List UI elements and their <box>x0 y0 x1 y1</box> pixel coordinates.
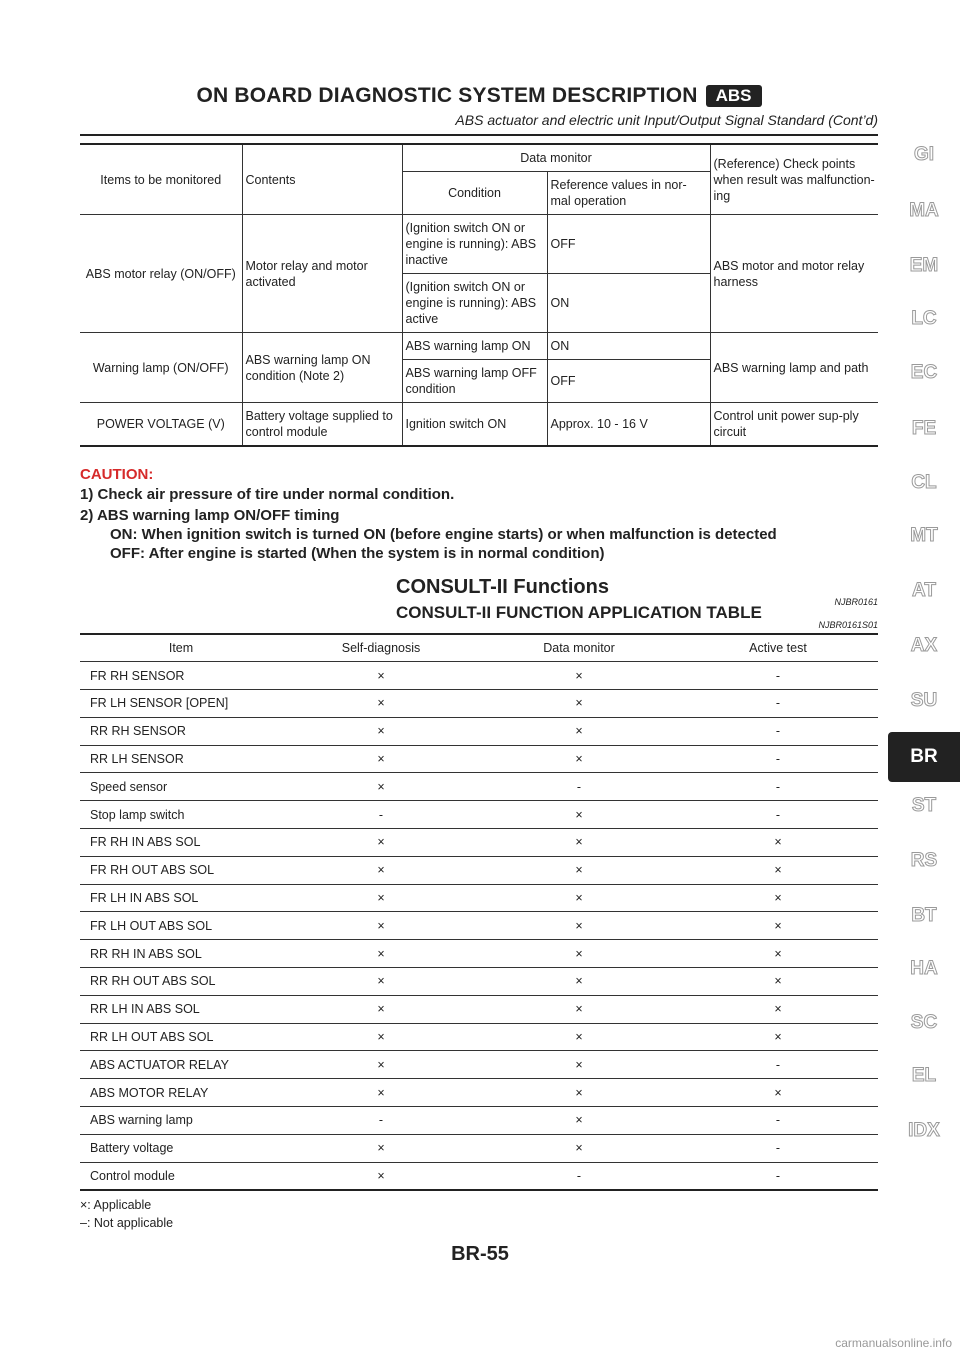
table-row <box>80 829 878 857</box>
applicability-cell: × <box>480 1134 678 1162</box>
warning-lamp-val1: ON <box>547 333 710 360</box>
section-index-tabs <box>888 0 960 1358</box>
applicability-cell: - <box>678 1134 878 1162</box>
table-row <box>80 940 878 968</box>
table-row <box>80 745 878 773</box>
applicability-cell: × <box>480 968 678 996</box>
applicability-cell: × <box>282 829 480 857</box>
applicability-cell: × <box>480 1051 678 1079</box>
table-row <box>80 1162 878 1190</box>
table-row <box>80 1134 878 1162</box>
col-reference-header: Reference values in nor-mal operation <box>547 172 710 215</box>
applicability-cell: - <box>282 1107 480 1135</box>
motor-relay-val1: OFF <box>547 215 710 274</box>
side-tab-mt: MT <box>910 525 938 546</box>
page-title: ON BOARD DIAGNOSTIC SYSTEM DESCRIPTION <box>196 84 698 107</box>
section-code: NJBR0161 <box>834 597 878 607</box>
table-row <box>80 773 878 801</box>
applicability-cell: - <box>678 717 878 745</box>
motor-relay-check: ABS motor and motor relay harness <box>710 215 878 333</box>
motor-relay-contents: Motor relay and motor activated <box>242 215 402 333</box>
applicability-cell: × <box>282 662 480 690</box>
column-header: Data monitor <box>480 634 678 662</box>
table-row <box>80 717 878 745</box>
caution-title: CAUTION: <box>80 466 154 483</box>
applicability-cell: × <box>480 745 678 773</box>
applicability-cell: - <box>678 662 878 690</box>
applicability-cell: × <box>678 912 878 940</box>
applicability-cell: × <box>480 940 678 968</box>
table-row <box>80 801 878 829</box>
power-voltage-item: POWER VOLTAGE (V) <box>80 403 242 447</box>
table2-header-row <box>80 634 878 662</box>
subsection-code: NJBR0161S01 <box>818 620 878 630</box>
table-row <box>80 333 878 360</box>
caution-line-1: 1) Check air pressure of tire under normal condition. <box>80 486 455 503</box>
side-tab-su: SU <box>910 690 938 711</box>
warning-lamp-contents: ABS warning lamp ON condition (Note 2) <box>242 333 402 403</box>
applicability-cell: × <box>282 1079 480 1107</box>
applicability-cell: × <box>480 856 678 884</box>
applicability-cell: × <box>678 829 878 857</box>
applicability-cell: × <box>282 745 480 773</box>
power-voltage-val: Approx. 10 - 16 V <box>547 403 710 447</box>
legend-applicable: ×: Applicable <box>80 1198 152 1212</box>
applicability-cell: × <box>678 1023 878 1051</box>
applicability-cell: - <box>678 1162 878 1190</box>
abs-badge: ABS <box>706 85 762 107</box>
motor-relay-cond2: (Ignition switch ON or engine is running): ABS active <box>402 274 547 333</box>
legend <box>80 1196 173 1232</box>
item-name-cell: Speed sensor <box>80 773 282 801</box>
applicability-cell: × <box>480 1023 678 1051</box>
side-tab-idx: IDX <box>908 1120 940 1141</box>
applicability-cell: × <box>480 912 678 940</box>
watermark: carmanualsonline.info <box>835 1336 952 1350</box>
table-row <box>80 912 878 940</box>
applicability-cell: × <box>282 940 480 968</box>
warning-lamp-cond2: ABS warning lamp OFF condition <box>402 360 547 403</box>
table-row <box>80 690 878 718</box>
applicability-cell: × <box>480 1107 678 1135</box>
signal-standard-table <box>80 143 878 447</box>
applicability-cell: - <box>678 1107 878 1135</box>
table-row <box>80 1051 878 1079</box>
applicability-cell: × <box>480 662 678 690</box>
table1-header-row <box>80 144 878 172</box>
table-row <box>80 1023 878 1051</box>
item-name-cell: RR RH IN ABS SOL <box>80 940 282 968</box>
warning-lamp-item: Warning lamp (ON/OFF) <box>80 333 242 403</box>
page-number: BR-55 <box>451 1243 509 1265</box>
side-tab-st: ST <box>911 795 937 816</box>
applicability-cell: × <box>480 690 678 718</box>
item-name-cell: FR LH SENSOR [OPEN] <box>80 690 282 718</box>
applicability-cell: - <box>678 1051 878 1079</box>
motor-relay-item: ABS motor relay (ON/OFF) <box>80 215 242 333</box>
side-tab-br: BR <box>888 732 960 782</box>
page-header <box>80 84 878 128</box>
item-name-cell: FR RH SENSOR <box>80 662 282 690</box>
column-header: Active test <box>678 634 878 662</box>
item-name-cell: ABS MOTOR RELAY <box>80 1079 282 1107</box>
side-tab-ma: MA <box>909 200 939 221</box>
table-row <box>80 995 878 1023</box>
applicability-cell: × <box>480 884 678 912</box>
item-name-cell: FR RH IN ABS SOL <box>80 829 282 857</box>
applicability-cell: × <box>282 690 480 718</box>
item-name-cell: Control module <box>80 1162 282 1190</box>
item-name-cell: FR RH OUT ABS SOL <box>80 856 282 884</box>
warning-lamp-val2: OFF <box>547 360 710 403</box>
applicability-cell: × <box>480 995 678 1023</box>
side-tab-el: EL <box>911 1065 937 1086</box>
item-name-cell: FR LH IN ABS SOL <box>80 884 282 912</box>
side-tab-gi: GI <box>913 144 935 165</box>
page-subtitle: ABS actuator and electric unit Input/Output Signal Standard (Cont’d) <box>455 112 878 128</box>
caution-block <box>80 466 880 563</box>
subsection-title: CONSULT-II FUNCTION APPLICATION TABLE <box>396 603 762 622</box>
item-name-cell: RR LH OUT ABS SOL <box>80 1023 282 1051</box>
applicability-cell: × <box>282 995 480 1023</box>
col-items-header: Items to be monitored <box>80 144 242 215</box>
item-name-cell: RR RH SENSOR <box>80 717 282 745</box>
side-tab-at: AT <box>912 580 936 601</box>
warning-lamp-check: ABS warning lamp and path <box>710 333 878 403</box>
applicability-cell: × <box>282 856 480 884</box>
consult-function-table <box>80 633 878 1191</box>
table-row <box>80 215 878 274</box>
item-name-cell: RR RH OUT ABS SOL <box>80 968 282 996</box>
table-row <box>80 856 878 884</box>
applicability-cell: × <box>282 968 480 996</box>
header-divider <box>80 134 878 136</box>
applicability-cell: - <box>678 801 878 829</box>
motor-relay-cond1: (Ignition switch ON or engine is running): ABS inactive <box>402 215 547 274</box>
applicability-cell: - <box>678 773 878 801</box>
col-data-monitor-header: Data monitor <box>402 144 710 172</box>
applicability-cell: × <box>678 1079 878 1107</box>
table-row <box>80 884 878 912</box>
table-row <box>80 1079 878 1107</box>
table-row <box>80 403 878 447</box>
applicability-cell: - <box>480 1162 678 1190</box>
applicability-cell: × <box>282 1134 480 1162</box>
side-tab-rs: RS <box>910 850 938 871</box>
item-name-cell: RR LH IN ABS SOL <box>80 995 282 1023</box>
applicability-cell: × <box>480 829 678 857</box>
applicability-cell: × <box>678 884 878 912</box>
column-header: Self-diagnosis <box>282 634 480 662</box>
table-row <box>80 1107 878 1135</box>
applicability-cell: - <box>678 690 878 718</box>
applicability-cell: × <box>480 1079 678 1107</box>
applicability-cell: × <box>678 968 878 996</box>
col-contents-header: Contents <box>242 144 402 215</box>
side-tab-ax: AX <box>910 635 938 656</box>
caution-line-2: 2) ABS warning lamp ON/OFF timing <box>80 507 340 524</box>
side-tab-lc: LC <box>911 308 937 329</box>
applicability-cell: - <box>678 745 878 773</box>
power-voltage-contents: Battery voltage supplied to control module <box>242 403 402 447</box>
power-voltage-check: Control unit power sup-ply circuit <box>710 403 878 447</box>
item-name-cell: FR LH OUT ABS SOL <box>80 912 282 940</box>
applicability-cell: - <box>480 773 678 801</box>
column-header: Item <box>80 634 282 662</box>
col-condition-header: Condition <box>402 172 547 215</box>
table-row <box>80 968 878 996</box>
item-name-cell: Stop lamp switch <box>80 801 282 829</box>
legend-not-applicable: –: Not applicable <box>80 1216 174 1230</box>
applicability-cell: × <box>480 717 678 745</box>
applicability-cell: × <box>282 1051 480 1079</box>
applicability-cell: × <box>282 773 480 801</box>
applicability-cell: × <box>282 717 480 745</box>
side-tab-cl: CL <box>911 472 937 493</box>
item-name-cell: Battery voltage <box>80 1134 282 1162</box>
item-name-cell: RR LH SENSOR <box>80 745 282 773</box>
table-row <box>80 662 878 690</box>
side-tab-ec: EC <box>910 362 938 383</box>
caution-line-4: OFF: After engine is started (When the system is in normal condition) <box>110 545 605 562</box>
side-tab-em: EM <box>909 255 939 276</box>
applicability-cell: × <box>282 1023 480 1051</box>
motor-relay-val2: ON <box>547 274 710 333</box>
header-title-row <box>80 84 878 108</box>
applicability-cell: - <box>282 801 480 829</box>
applicability-cell: × <box>282 1162 480 1190</box>
applicability-cell: × <box>678 995 878 1023</box>
applicability-cell: × <box>678 940 878 968</box>
caution-line-3: ON: When ignition switch is turned ON (before engine starts) or when malfunction is detected <box>110 526 777 543</box>
applicability-cell: × <box>282 912 480 940</box>
side-tab-fe: FE <box>911 418 937 439</box>
side-tab-ha: HA <box>910 958 938 979</box>
item-name-cell: ABS warning lamp <box>80 1107 282 1135</box>
col-check-points-header: (Reference) Check points when result was malfunction-ing <box>710 144 878 215</box>
side-tab-bt: BT <box>911 905 937 926</box>
applicability-cell: × <box>480 801 678 829</box>
side-tab-sc: SC <box>910 1012 938 1033</box>
item-name-cell: ABS ACTUATOR RELAY <box>80 1051 282 1079</box>
applicability-cell: × <box>282 884 480 912</box>
applicability-cell: × <box>678 856 878 884</box>
section-title: CONSULT-II Functions <box>396 576 609 598</box>
power-voltage-cond: Ignition switch ON <box>402 403 547 447</box>
warning-lamp-cond1: ABS warning lamp ON <box>402 333 547 360</box>
